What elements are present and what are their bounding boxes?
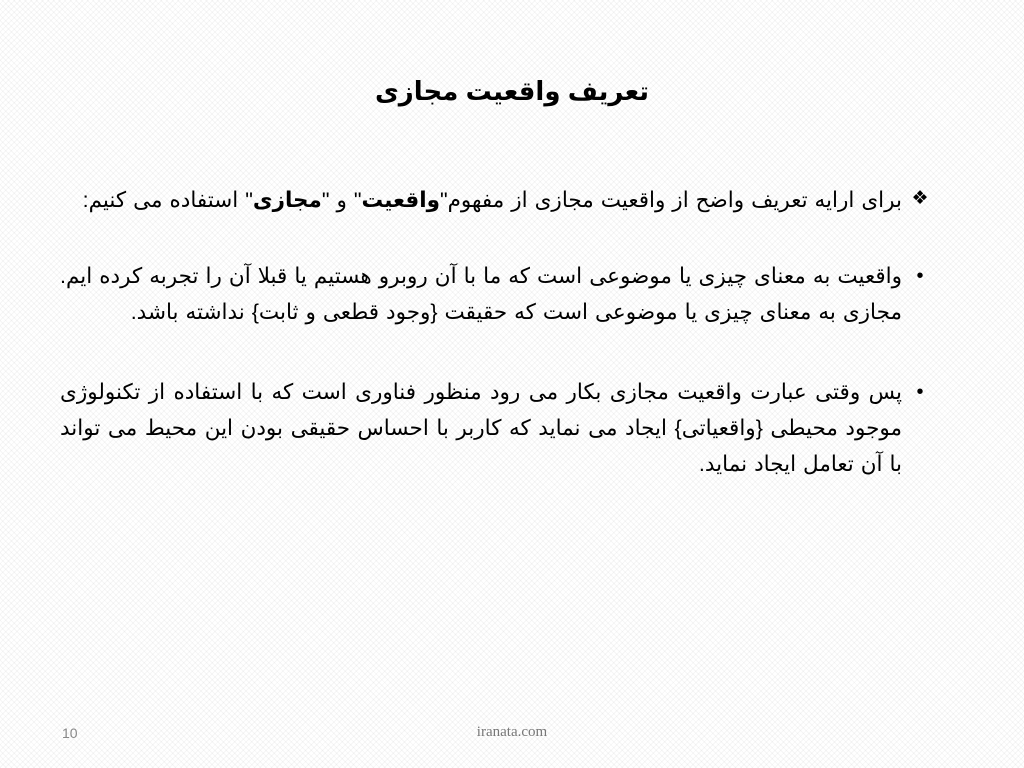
slide-title: تعریف واقعیت مجازی: [374, 76, 650, 106]
dot-bullet-icon: •: [916, 381, 924, 403]
intro-text-before: برای ارایه تعریف واضح از واقعیت مجازی از مفهوم: [447, 188, 902, 212]
diamond-bullet-icon: ❖: [911, 188, 929, 209]
definition-text: واقعیت به معنای چیزی یا موضوعی است که ما با آن روبرو هستیم یا قبلا آن را تجربه کرده ایم. مجازی به معنای چیزی یا موضوعی است که حقیقت {وجود قطعی و ثابت} نداشته باشد.: [60, 264, 902, 324]
quote-mark: ": [353, 188, 362, 212]
term-reality: واقعیت: [361, 188, 440, 212]
intro-paragraph: [60, 182, 932, 218]
footer-site: iranata.com: [476, 724, 548, 740]
definition-paragraph: [60, 258, 932, 330]
slide-number: 10: [62, 725, 78, 741]
term-virtual: مجازی: [252, 188, 322, 212]
quote-mark: ": [439, 188, 448, 212]
slide-content: [60, 182, 932, 526]
quote-mark: ": [321, 188, 330, 212]
vr-explanation-paragraph: [60, 374, 932, 482]
intro-text-after: استفاده می کنیم:: [82, 188, 246, 212]
vr-explanation-text: پس وقتی عبارت واقعیت مجازی بکار می رود منظور فناوری است که با استفاده از تکنولوژی موجود محیطی {واقعیاتی} ایجاد می نماید که کاربر با احساس حقیقی بودن این محیط می تواند با آن تعامل ایجاد نماید.: [60, 380, 902, 476]
quote-mark: ": [245, 188, 253, 212]
intro-connector: و: [329, 188, 354, 212]
dot-bullet-icon: •: [916, 265, 924, 287]
